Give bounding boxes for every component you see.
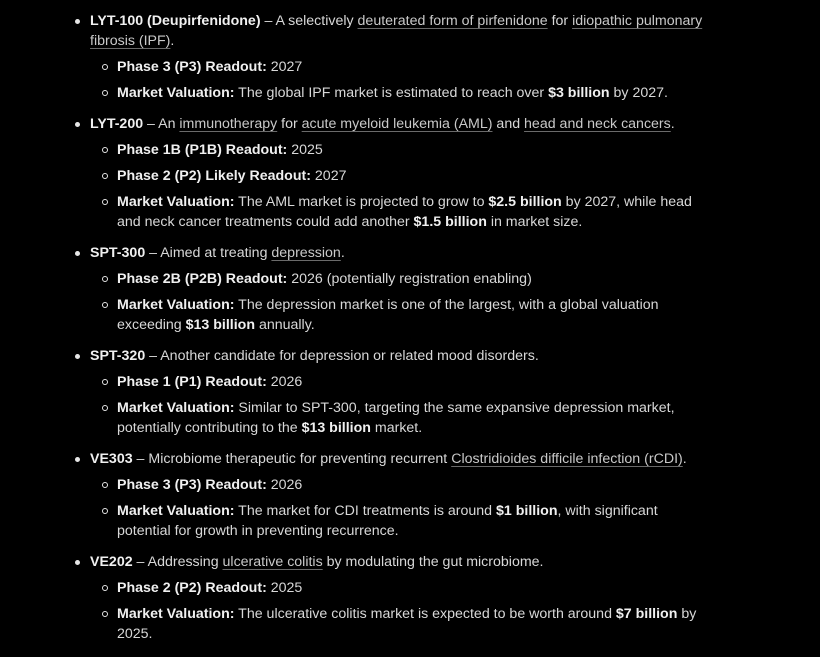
market-amount: $3 billion: [548, 85, 610, 101]
phase-readout: [90, 372, 710, 392]
link-aml[interactable]: acute myeloid leukemia (AML): [301, 116, 493, 132]
phase-label: Phase 2B (P2B) Readout:: [117, 271, 288, 287]
description-text: – Another candidate for depression or related mood disorders.: [145, 348, 539, 364]
phase-label: Phase 2 (P2) Likely Readout:: [117, 168, 311, 184]
description-text: and: [492, 116, 525, 132]
drug-item-ve202: [0, 552, 710, 644]
description-text: .: [682, 451, 687, 467]
market-text: The ulcerative colitis market is expected to be worth around: [234, 606, 616, 622]
drug-name: SPT-300: [90, 245, 146, 261]
drug-details: [90, 372, 710, 438]
market-label: Market Valuation:: [117, 297, 235, 313]
phase-readout: [90, 475, 710, 495]
link-rcdi[interactable]: Clostridioides difficile infection (rCDI): [451, 451, 683, 467]
phase-readout: [90, 57, 710, 77]
market-text: The global IPF market is estimated to reach over: [234, 85, 549, 101]
phase-label: Phase 3 (P3) Readout:: [117, 477, 267, 493]
phase-label: Phase 1 (P1) Readout:: [117, 374, 267, 390]
drug-name: VE202: [90, 554, 133, 570]
market-text: The depression market is one of the largest, with a global valuation exceeding: [117, 297, 659, 333]
market-valuation: [90, 604, 710, 644]
description-text: .: [170, 33, 175, 49]
description-text: – A selectively: [260, 13, 358, 29]
market-label: Market Valuation:: [117, 85, 235, 101]
market-text: annually.: [255, 317, 315, 333]
drug-description: [90, 114, 710, 134]
description-text: .: [340, 245, 345, 261]
drug-name: SPT-320: [90, 348, 146, 364]
link-ulcerative-colitis[interactable]: ulcerative colitis: [222, 554, 323, 570]
drug-description: [90, 243, 710, 263]
market-text: by 2027, while head and neck cancer treatments could add another: [117, 194, 692, 230]
drug-name: VE303: [90, 451, 133, 467]
market-amount: $13 billion: [301, 420, 371, 436]
market-amount: $1.5 billion: [413, 214, 487, 230]
link-ipf[interactable]: idiopathic pulmonary fibrosis (IPF): [90, 13, 703, 49]
market-text: by 2027.: [609, 85, 668, 101]
description-text: – Addressing: [132, 554, 223, 570]
drug-list: [0, 11, 820, 644]
phase-readout: [90, 140, 710, 160]
phase-label: Phase 3 (P3) Readout:: [117, 59, 267, 75]
drug-description: [90, 449, 710, 469]
drug-description: [90, 552, 710, 572]
phase-value: 2026: [266, 374, 303, 390]
market-text: The market for CDI treatments is around: [234, 503, 497, 519]
market-valuation: [90, 192, 710, 232]
market-valuation: [90, 398, 710, 438]
drug-item-spt-320: [0, 346, 710, 438]
description-text: by modulating the gut microbiome.: [322, 554, 544, 570]
market-label: Market Valuation:: [117, 400, 235, 416]
drug-item-ve303: [0, 449, 710, 541]
market-amount: $13 billion: [185, 317, 256, 333]
market-label: Market Valuation:: [117, 503, 235, 519]
market-text: by 2025.: [117, 606, 697, 642]
phase-readout: [90, 166, 710, 186]
market-amount: $7 billion: [615, 606, 678, 622]
drug-details: [90, 140, 710, 232]
description-text: – Microbiome therapeutic for preventing recurrent: [132, 451, 452, 467]
phase-label: Phase 1B (P1B) Readout:: [117, 142, 288, 158]
drug-details: [90, 475, 710, 541]
drug-description: [90, 346, 710, 366]
market-label: Market Valuation:: [117, 194, 235, 210]
market-text: , with significant potential for growth in preventing recurrence.: [117, 503, 658, 539]
market-valuation: [90, 295, 710, 335]
market-text: market.: [370, 420, 423, 436]
drug-item-spt-300: [0, 243, 710, 335]
market-text: in market size.: [486, 214, 583, 230]
market-amount: $2.5 billion: [488, 194, 562, 210]
drug-item-lyt-100: [0, 11, 710, 103]
drug-details: [90, 269, 710, 335]
drug-details: [90, 57, 710, 103]
phase-value: 2026: [266, 477, 303, 493]
description-text: – An: [143, 116, 180, 132]
drug-details: [90, 578, 710, 644]
description-text: – Aimed at treating: [145, 245, 272, 261]
market-valuation: [90, 501, 710, 541]
phase-value: 2025: [266, 580, 303, 596]
market-amount: $1 billion: [496, 503, 558, 519]
phase-value: 2027: [310, 168, 347, 184]
drug-description: [90, 11, 710, 51]
phase-readout: [90, 269, 710, 289]
market-valuation: [90, 83, 710, 103]
description-text: for: [547, 13, 573, 29]
description-text: .: [670, 116, 675, 132]
phase-value: 2026 (potentially registration enabling): [287, 271, 532, 287]
link-immunotherapy[interactable]: immunotherapy: [179, 116, 278, 132]
phase-readout: [90, 578, 710, 598]
market-text: The AML market is projected to grow to: [234, 194, 489, 210]
link-head-neck-cancers[interactable]: head and neck cancers: [524, 116, 671, 132]
description-text: for: [277, 116, 302, 132]
drug-name: LYT-100 (Deupirfenidone): [90, 13, 261, 29]
link-depression[interactable]: depression: [271, 245, 341, 261]
market-text: Similar to SPT-300, targeting the same expansive depression market, potentially contributing to the: [117, 400, 675, 436]
drug-name: LYT-200: [90, 116, 144, 132]
phase-label: Phase 2 (P2) Readout:: [117, 580, 267, 596]
phase-value: 2027: [266, 59, 303, 75]
drug-item-lyt-200: [0, 114, 710, 232]
phase-value: 2025: [287, 142, 323, 158]
market-label: Market Valuation:: [117, 606, 235, 622]
link-deuterated-pirfenidone[interactable]: deuterated form of pirfenidone: [357, 13, 548, 29]
